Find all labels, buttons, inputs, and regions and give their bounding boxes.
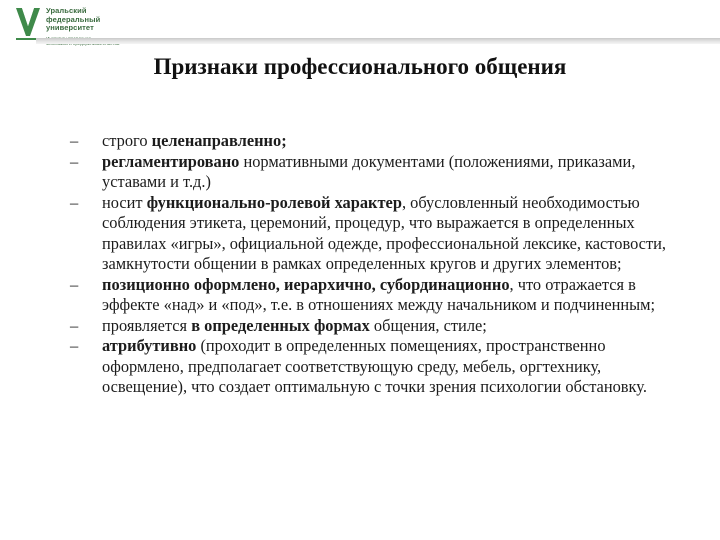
emphasized-text: атрибутивно bbox=[102, 336, 197, 355]
list-item bbox=[70, 336, 690, 398]
item-text: , обусловленный необходимостью соблюдения этикета, церемоний, процедур, что выражается в определенных правилах «игры», официальной одежде, профессиональной лексике, кастовости, замкнутости общении в рамках определенных кругов и других элементов; bbox=[102, 192, 666, 273]
emphasized-text: целенаправленно; bbox=[151, 131, 287, 150]
bullet-dash: – bbox=[70, 336, 79, 355]
item-text: проявляется bbox=[102, 315, 192, 335]
item-text: нормативными документами (положениями, приказами, уставами и т.д.) bbox=[102, 151, 636, 191]
emphasized-text: функционально-ролевой характер bbox=[146, 192, 402, 212]
item-text: , что отражается в эффекте «над» и «под», т.е. в отношениях между начальником и подчиненным; bbox=[102, 274, 656, 314]
bullet-dash: – bbox=[70, 151, 79, 171]
item-text: носит bbox=[102, 192, 147, 212]
item-text: строго bbox=[102, 131, 152, 150]
item-text: (проходит в определенных помещениях, пространственно оформлено, предполагает соответствующую среду, мебель, оргтехнику, освещение), что создает оптимальную с точки зрения психологии обстановку. bbox=[102, 336, 647, 396]
slide-title: Признаки профессионального общения bbox=[153, 54, 567, 79]
emphasized-text: регламентировано bbox=[102, 151, 240, 171]
bullet-dash: – bbox=[70, 274, 79, 294]
list-item bbox=[70, 316, 690, 337]
list-item bbox=[70, 275, 690, 316]
header-divider bbox=[36, 38, 720, 44]
item-text: общения, стиле; bbox=[369, 315, 487, 335]
emphasized-text: позиционно оформлено, иерархично, субординационно bbox=[102, 274, 510, 294]
bullet-dash: – bbox=[70, 131, 79, 150]
logo-line-2: федеральный bbox=[46, 14, 101, 24]
list-item bbox=[70, 193, 690, 275]
bullet-dash: – bbox=[70, 315, 79, 335]
logo-line-1: Уральский bbox=[46, 6, 87, 15]
feature-list bbox=[70, 131, 690, 398]
emphasized-text: в определенных формах bbox=[191, 315, 370, 335]
bullet-dash: – bbox=[70, 192, 79, 212]
list-item bbox=[70, 131, 690, 152]
university-emblem-icon bbox=[14, 4, 42, 42]
logo-line-3: университет bbox=[46, 23, 94, 32]
list-item bbox=[70, 152, 690, 193]
